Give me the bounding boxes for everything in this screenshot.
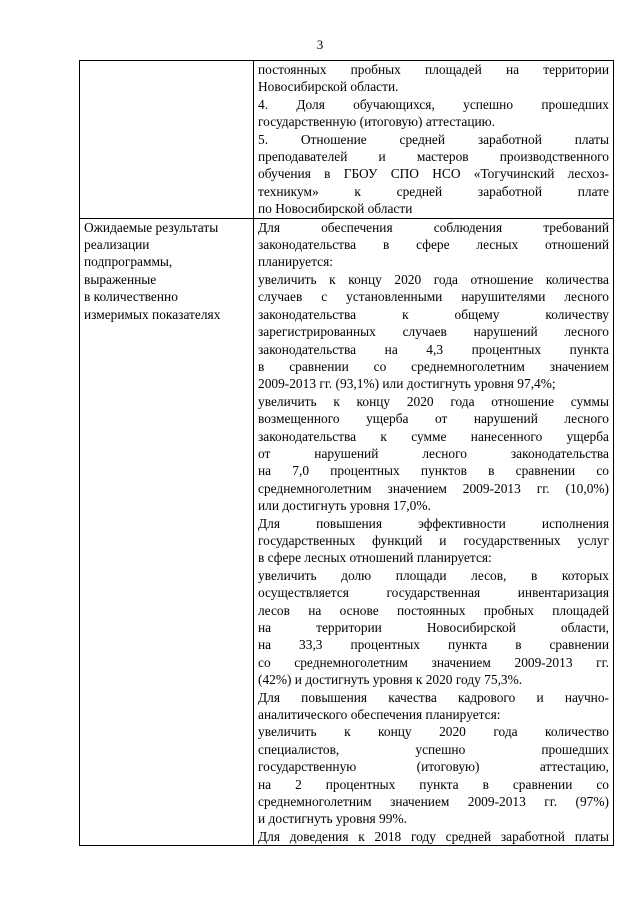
text-line: и достигнуть уровня 99%. (258, 811, 407, 827)
text-line: зарегистрированных случаев нарушений лесного (258, 324, 609, 340)
label-line: выраженные (84, 271, 157, 287)
text-line: увеличить долю площади лесов, в которых (258, 567, 609, 583)
text-line: Для доведения к 2018 году средней заработной платы (258, 828, 609, 844)
page-number: 3 (316, 37, 324, 52)
text-line: законодательства в сфере лесных отношений (258, 237, 609, 253)
text-line: со среднемноголетним значением 2009-2013 гг. (258, 654, 609, 670)
text-line: случаев с установленными нарушителями лесного (258, 289, 609, 305)
text-line: или достигнуть уровня 17,0%. (258, 498, 431, 514)
row2-label-cell (80, 218, 254, 846)
text-line: Новосибирской области. (258, 79, 399, 95)
text-line: специалистов, успешно прошедших (258, 741, 609, 757)
text-line: в сфере лесных отношений планируется: (258, 550, 492, 566)
text-line: на 33,3 процентных пункта в сравнении (258, 637, 609, 653)
text-line: увеличить к концу 2020 года отношение суммы (258, 393, 609, 409)
text-line: Для обеспечения соблюдения требований (258, 219, 609, 235)
table-row (80, 61, 614, 219)
text-line: аналитического обеспечения планируется: (258, 707, 501, 723)
text-line: законодательства к общему количеству (258, 306, 609, 322)
label-line: подпрограммы, (84, 254, 173, 270)
text-line: обучения в ГБОУ СПО НСО «Тогучинский лесхоз- (258, 166, 609, 182)
text-line: планируется: (258, 254, 333, 270)
subprogram-passport-table (79, 60, 614, 846)
label-line: реализации (84, 237, 150, 253)
label-line: Ожидаемые результаты (84, 219, 219, 235)
text-line: техникум» к средней заработной плате (258, 183, 609, 199)
text-line: законодательства на 4,3 процентных пункта (258, 341, 609, 357)
text-line: постоянных пробных площадей на территории (258, 62, 609, 77)
text-line: 4. Доля обучающихся, успешно прошедших (258, 96, 609, 112)
row1-label-cell (80, 61, 254, 219)
text-line: государственную (итоговую) аттестацию. (258, 114, 496, 130)
text-line: 2009-2013 гг. (93,1%) или достигнуть уровня 97,4%; (258, 376, 556, 392)
text-line: Для повышения качества кадрового и научно- (258, 689, 609, 705)
row2-content-cell (254, 218, 614, 846)
text-line: по Новосибирской области (258, 201, 413, 217)
text-line: возмещенного ущерба от нарушений лесного (258, 411, 609, 427)
text-line: среднемноголетним значением 2009-2013 гг. (97%) (258, 794, 609, 810)
table-row (80, 218, 614, 846)
text-line: 5. Отношение средней заработной платы (258, 131, 609, 147)
text-line: на 7,0 процентных пунктов в сравнении со (258, 463, 609, 479)
label-line: в количественно (84, 289, 178, 305)
text-line: преподавателей и мастеров производственного (258, 149, 609, 165)
text-line: в сравнении со среднемноголетним значением (258, 358, 609, 374)
text-line: (42%) и достигнуть уровня к 2020 году 75,3%. (258, 672, 523, 688)
text-line: государственных функций и государственных услуг (258, 532, 609, 548)
text-line: от нарушений лесного законодательства (258, 445, 609, 461)
text-line: увеличить к концу 2020 года отношение количества (258, 271, 609, 287)
text-line: на территории Новосибирской области, (258, 620, 609, 635)
text-line: на 2 процентных пункта в сравнении со (258, 776, 609, 792)
row1-content-cell (254, 61, 614, 219)
text-line: увеличить к концу 2020 года количество (258, 724, 609, 740)
text-line: осуществляется государственная инвентаризация (258, 585, 609, 601)
text-line: государственную (итоговую) аттестацию, (258, 759, 609, 775)
text-line: лесов на основе постоянных пробных площадей (258, 602, 609, 618)
text-line: среднемноголетним значением 2009-2013 гг. (10,0%) (258, 480, 609, 496)
text-line: законодательства к сумме нанесенного ущерба (258, 428, 609, 444)
text-line: Для повышения эффективности исполнения (258, 515, 609, 531)
label-line: измеримых показателях (84, 306, 221, 322)
